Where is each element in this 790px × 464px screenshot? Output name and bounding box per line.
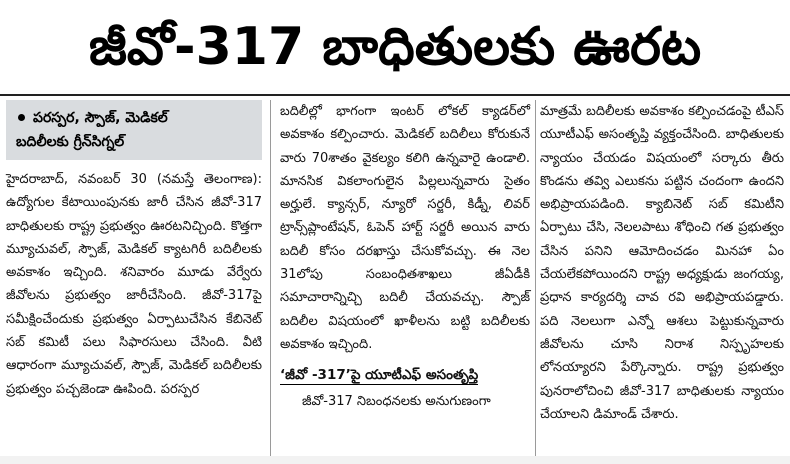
column-2-paragraph: బదిలీల్లో భాగంగా ఇంటర్ లోకల్ క్యాడర్‌లో అవకాశం కల్పించారు. మెడికల్ బదిలీలు కోరుకునే వారు 70శాతం వైకల్యం కలిగి ఉన్నవారై ఉండాలి. మానసిక వికలాంగులైన పిల్లలున్నవారు సైతం అర్హులే. క్యాన్సర్, న్యూరో సర్జరీ, కిడ్నీ, లివర్ ట్రాన్స్‌ప్లాంటేషన్, ఓపెన్ హార్ట్ సర్జరీ అయిన వారు బదిలీ కోసం దరఖాస్తు చేసుకోవచ్చు. ఈ నెల 31లోపు సంబంధితశాఖలు జీఏడీకి సమాచారాన్నిచ్చి బదిలీ చేయవచ్చు. స్పౌజ్ బదిలీల విషయంలో ఖాళీలను బట్టి బదిలీలకు అవకాశం ఇచ్చింది.	[280, 104, 530, 352]
subheading-box	[6, 100, 262, 160]
column-divider-1	[270, 100, 271, 464]
bullet-icon	[18, 114, 25, 121]
column-1-paragraph: హైదరాబాద్, నవంబర్ 30 (నమస్తే తెలంగాణ): ఉద్యోగుల కేటాయింపునకు జారీ చేసిన జీవో-317 బాధితులకు రాష్ట్ర ప్రభుత్వం ఊరటనిచ్చింది. కొత్తగా మ్యూచువల్, స్పౌజ్, మెడికల్ క్యాటగిరీ బదిలీలకు అవకాశం ఇచ్చింది. శనివారం మూడు వేర్వేరు జీవోలను ప్రభుత్వం జారీచేసింది. జీవో-317పై సమీక్షించేందుకు ప్రభుత్వం ఏర్పాటుచేసిన కేబినెట్ సబ్ కమిటీ పలు సిఫారసులు చేసింది. వీటి ఆధారంగా మ్యూచువల్, స్పౌజ్, మెడికల్ బదిలీలకు ప్రభుత్వం పచ్చజెండా ఊపింది. పరస్పర	[6, 172, 262, 397]
subheading-line-2: బదిలీలకు గ్రీన్‌సిగ్నల్	[16, 134, 125, 150]
utf-subheading	[280, 364, 530, 386]
article-column-1	[6, 100, 262, 401]
subheading-line-1: పరస్పర, స్పౌజ్, మెడికల్	[33, 110, 168, 126]
column-divider-2	[535, 100, 536, 464]
article-column-3	[540, 100, 784, 426]
column-3-paragraph: మాత్రమే బదిలీలకు అవకాశం కల్పించడంపై టీఎస్ యూటీఎఫ్ అసంతృప్తి వ్యక్తంచేసింది. బాధితులకు న్యాయం చేయడం విషయంలో సర్కారు తీరు కొండను తవ్వి ఎలుకను పట్టిన చందంగా ఉందని అభిప్రాయపడింది. క్యాబినెట్ సబ్ కమిటీని ఏర్పాటు చేసి, నెలలపాటు శోధించి గత ప్రభుత్వం చేసిన పనిని ఆమోదించడం మినహా ఏం చేయలేకపోయిందని రాష్ట్ర అధ్యక్షుడు జంగయ్య, ప్రధాన కార్యదర్శి చావ రవి అభిప్రాయపడ్డారు. పది నెలలుగా ఎన్నో ఆశలు పెట్టుకున్నవారు జీవోలను చూసి నిరాశ నిస్పృహలకు లోనయ్యారని పేర్కొన్నారు. రాష్ట్ర ప్రభుత్వం పునరాలోచించి జీవో-317 బాధితులకు న్యాయం చేయాలని డిమాండ్ చేశారు.	[540, 104, 784, 422]
column-2-paragraph-2: జీవో-317 నిబంధనలకు అనుగుణంగా	[302, 394, 491, 410]
bottom-edge	[0, 456, 790, 464]
utf-subheading-text: ‘జీవో -317’పై యూటీఎఫ్ అసంతృప్తి	[280, 367, 479, 384]
headline-divider	[0, 94, 790, 96]
article-column-2	[280, 100, 530, 414]
headline: జీవో-317 బాధితులకు ఊరట	[88, 17, 702, 77]
